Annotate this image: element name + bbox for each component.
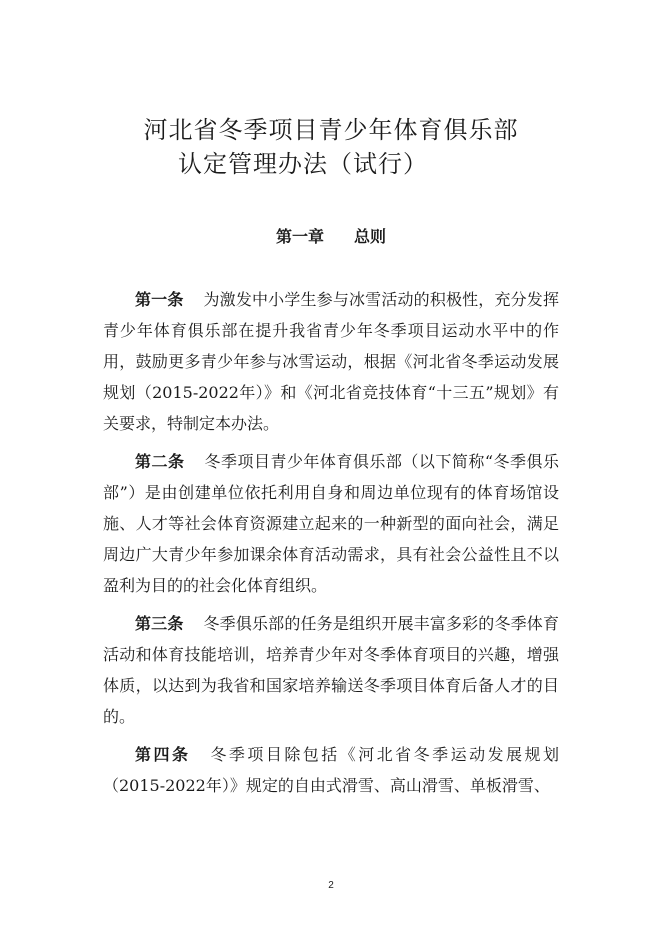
article-4	[103, 739, 559, 801]
document-title-line-1: 河北省冬季项目青少年体育俱乐部	[143, 116, 519, 144]
article-3	[103, 608, 559, 732]
article-number: 第三条	[135, 614, 184, 633]
article-text: 冬季项目青少年体育俱乐部（以下简称“冬季俱乐部”）是由创建单位依托利用自身和周边单位现有的体育场馆设施、人才等社会体育资源建立起来的一种新型的面向社会，满足周边广大青少年参加课余体育活动需求，具有社会公益性且不以盈利为目的的社会化体育组织。	[103, 452, 559, 595]
article-number: 第二条	[135, 452, 185, 471]
chapter-name: 总则	[354, 227, 387, 246]
document-title-line-2: 认定管理办法（试行）	[178, 150, 428, 178]
chapter-heading	[0, 227, 662, 247]
document-body	[103, 284, 559, 808]
article-number: 第四条	[135, 745, 191, 764]
article-1	[103, 284, 559, 439]
article-2	[103, 446, 559, 601]
chapter-number: 第一章	[275, 227, 324, 246]
article-text: 为激发中小学生参与冰雪活动的积极性，充分发挥青少年体育俱乐部在提升我省青少年冬季项目运动水平中的作用，鼓励更多青少年参与冰雪运动，根据《河北省冬季运动发展规划（2015-2022年）》和《河北省竞技体育“十三五”规划》有关要求，特制定本办法。	[103, 290, 559, 433]
page-number: 2	[328, 880, 334, 891]
article-text: 冬季项目除包括《河北省冬季运动发展规划（2015-2022年）》规定的自由式滑雪、高山滑雪、单板滑雪、	[103, 745, 559, 795]
article-text: 冬季俱乐部的任务是组织开展丰富多彩的冬季体育活动和体育技能培训，培养青少年对冬季体育项目的兴趣，增强体质，以达到为我省和国家培养输送冬季项目体育后备人才的目的。	[103, 614, 559, 726]
article-number: 第一条	[135, 290, 184, 309]
